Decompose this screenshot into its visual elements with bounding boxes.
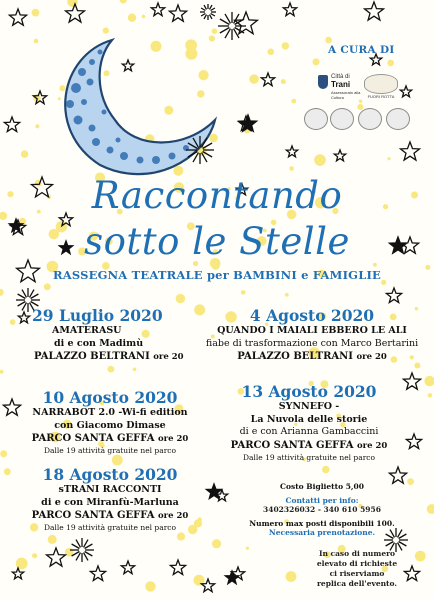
comune-trani-logo [318, 74, 362, 100]
event-note: Dalle 19 attività gratuite nel parco [44, 523, 176, 532]
yellow-dot [199, 70, 209, 80]
title-line2: sotto le Stelle [84, 220, 350, 263]
yellow-dot [35, 124, 39, 128]
star-icon [4, 117, 19, 132]
event-date: 4 Agosto 2020 [249, 306, 375, 325]
reserve-note-line: ci riserviamo [329, 569, 385, 578]
partner-logos [300, 72, 418, 132]
event-2 [196, 306, 428, 364]
yellow-dot [291, 99, 296, 104]
yellow-dot [212, 539, 221, 548]
event-1 [32, 306, 198, 364]
reserve-note-line: In caso di numero [318, 549, 396, 558]
star-icon [151, 3, 164, 16]
reserve-note-line: elevato di richieste [316, 559, 398, 568]
event-4 [206, 382, 412, 463]
yellow-dot [427, 504, 434, 514]
title-line1: Raccontando [91, 174, 343, 217]
star-icon [401, 142, 420, 160]
yellow-dot [249, 74, 258, 83]
star-icon [90, 566, 105, 581]
star-icon [261, 73, 274, 86]
event-subtitle: La Nuvola delle storie [250, 413, 368, 425]
star-icon [66, 4, 85, 22]
event-note: Dalle 19 attività gratuite nel parco [44, 446, 176, 455]
yellow-dot [268, 49, 275, 56]
yellow-dot [32, 553, 37, 558]
seats-available: Numero max posti disponibili 100. [249, 519, 395, 528]
star-icon [170, 560, 185, 575]
yellow-dot [289, 166, 294, 171]
yellow-dot [32, 9, 40, 17]
event-date: 10 Agosto 2020 [42, 388, 178, 407]
event-title: QUANDO I MAIALI EBBERO LE ALI [217, 325, 407, 336]
yellow-dot [10, 319, 16, 325]
yellow-dot [209, 35, 215, 41]
yellow-dot [282, 42, 289, 49]
event-time: ore 20 [356, 352, 387, 362]
event-note: Dalle 19 attività gratuite nel parco [243, 452, 375, 462]
crest-icon [318, 75, 328, 89]
comune-line1: Città di [331, 74, 350, 80]
star-icon [12, 568, 23, 579]
filled-star-icon [225, 571, 238, 584]
yellow-dot [313, 58, 320, 65]
yellow-dot [424, 376, 434, 386]
comune-line3: Assessorato alla Cultura [331, 90, 361, 100]
event-title: SYNNEFO - [278, 401, 340, 412]
event-date: 13 Agosto 2020 [241, 382, 377, 401]
info-block [232, 482, 412, 537]
event-3 [20, 388, 200, 456]
star-icon [334, 150, 345, 161]
star-icon [365, 2, 384, 20]
event-5 [20, 465, 200, 533]
yellow-dot [34, 39, 39, 44]
event-date: 29 Luglio 2020 [32, 306, 163, 325]
yellow-dot [387, 157, 390, 160]
event-place: PALAZZO BELTRANI [237, 351, 353, 362]
partner-logo-small [358, 108, 382, 130]
yellow-dot [0, 289, 4, 296]
star-icon [47, 548, 66, 566]
partner-logo-small [330, 108, 354, 130]
yellow-dot [59, 85, 65, 91]
event-title: AMATERASU [52, 325, 122, 336]
partner-logo-small [304, 108, 328, 130]
star-icon [386, 288, 401, 303]
yellow-dot [314, 154, 326, 166]
partner-logo-small [386, 108, 410, 130]
yellow-dot [164, 106, 173, 115]
yellow-dot [185, 39, 197, 51]
burst-star-icon [70, 538, 94, 562]
event-time: ore 20 [157, 434, 189, 444]
yellow-dot [241, 290, 246, 295]
yellow-dot [103, 28, 109, 34]
event-author: con Giacomo Dimase [54, 419, 166, 431]
star-icon [122, 60, 133, 71]
event-place: PARCO SANTA GEFFA [31, 433, 155, 444]
yellow-dot [4, 468, 11, 475]
yellow-dot [104, 70, 110, 76]
ticket-cost: Costo Biglietto 5,00 [280, 482, 364, 491]
yellow-dot [286, 571, 297, 582]
event-place: PALAZZO BELTRANI [34, 351, 150, 362]
event-author: fiabe di trasformazione con Marco Bertarini [205, 337, 419, 349]
yellow-dot [197, 90, 204, 97]
reserve-note [302, 549, 412, 589]
reserve-note-line: replica dell'evento. [316, 579, 397, 588]
star-icon [9, 9, 26, 25]
curated-by-label: A CURA DI [328, 44, 395, 56]
yellow-dot [176, 294, 185, 303]
event-time: ore 20 [356, 440, 388, 451]
event-author: di e con Arianna Gambaccini [239, 426, 379, 437]
yellow-dot [21, 150, 28, 157]
event-author: di e con Madimù [54, 337, 144, 349]
yellow-dot [133, 368, 137, 372]
event-place: PARCO SANTA GEFFA [230, 439, 354, 451]
partner-logo [364, 74, 398, 99]
yellow-dot [212, 28, 218, 34]
yellow-dot [246, 547, 249, 550]
yellow-dot [44, 283, 51, 290]
yellow-dot [285, 293, 289, 297]
yellow-dot [0, 370, 4, 374]
yellow-dot [142, 15, 146, 19]
comune-line2: Trani [331, 80, 351, 89]
yellow-dot [108, 366, 115, 373]
yellow-dot [387, 60, 394, 67]
event-title: NARRABOT 2.0 -Wi-fi edition [32, 407, 188, 418]
yellow-dot [58, 97, 61, 100]
burst-star-icon [200, 4, 216, 20]
booking-required: Necessaria prenotazione. [268, 528, 376, 537]
yellow-dot [0, 450, 7, 457]
contacts-label: Contatti per info: [285, 496, 359, 505]
star-icon [169, 5, 186, 21]
contact-phones: 3402326032 - 340 610 5956 [263, 505, 381, 514]
yellow-dot [48, 535, 57, 544]
yellow-dot [415, 551, 426, 562]
event-author: di e con Miranfù-Marluna [41, 496, 179, 508]
yellow-dot [112, 455, 123, 466]
partner-caption: FUORI ROTTA [367, 94, 395, 99]
star-icon [121, 561, 134, 574]
event-time: ore 20 [153, 352, 184, 362]
event-place: PARCO SANTA GEFFA [31, 510, 155, 521]
yellow-dot [209, 134, 218, 143]
star-icon [389, 467, 406, 483]
star-icon [18, 312, 29, 323]
event-date: 18 Agosto 2020 [42, 465, 178, 484]
yellow-dot [120, 0, 127, 4]
yellow-dot [151, 41, 162, 52]
burst-star-icon [218, 12, 246, 40]
star-icon [283, 3, 296, 16]
event-title: sTRANI RACCONTI [58, 484, 162, 495]
star-icon [286, 146, 297, 157]
event-time: ore 20 [157, 511, 189, 521]
yellow-dot [177, 532, 185, 540]
subtitle: RASSEGNA TEATRALE per BAMBINI e FAMIGLIE [52, 268, 382, 282]
yellow-dot [281, 79, 286, 84]
yellow-dot [428, 393, 432, 397]
yellow-dot [128, 14, 136, 22]
yellow-dot [145, 581, 155, 591]
yellow-dot [322, 466, 330, 474]
star-icon [3, 399, 20, 415]
yellow-dot [325, 37, 332, 44]
